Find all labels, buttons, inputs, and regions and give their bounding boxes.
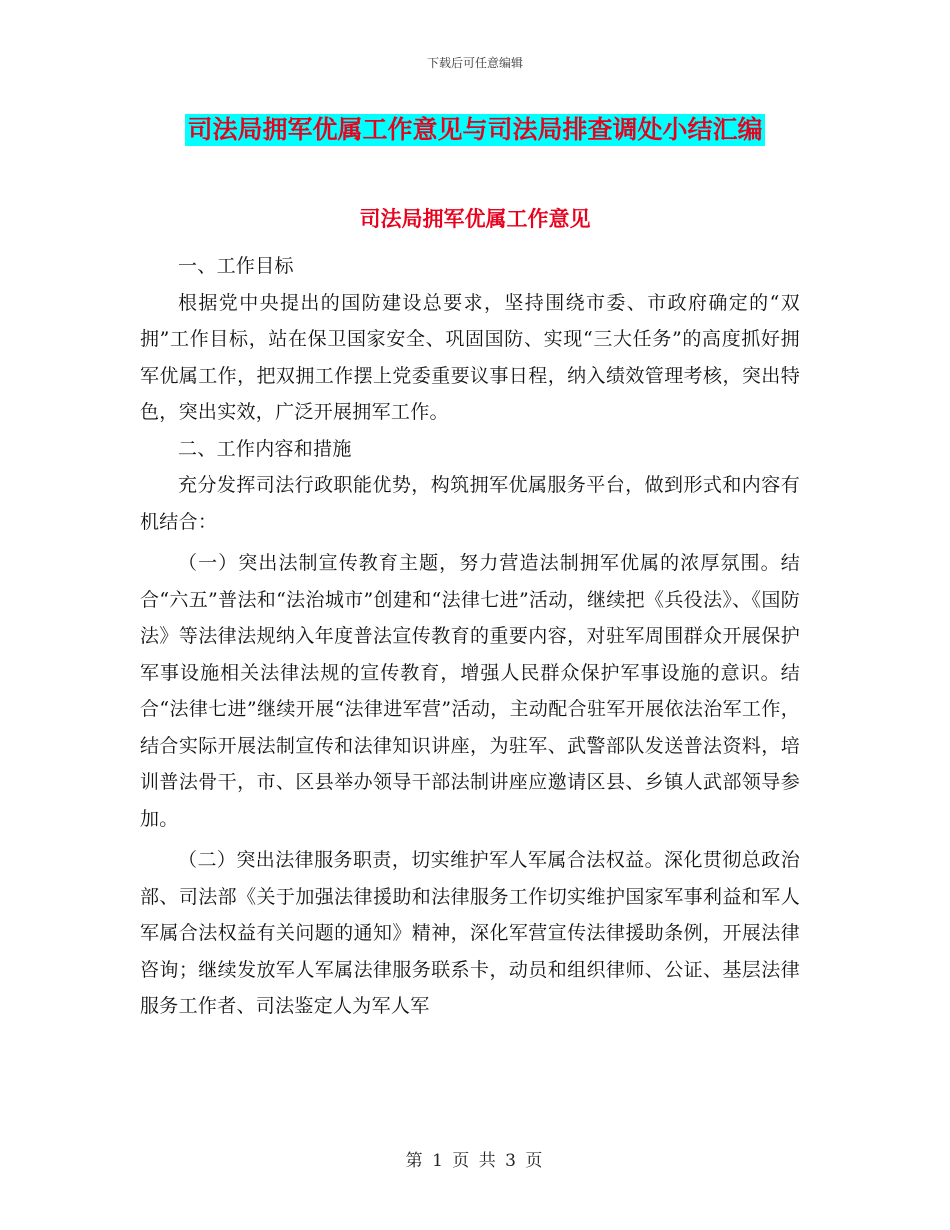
- paragraph-intro: 充分发挥司法行政职能优势，构筑拥军优属服务平台，做到形式和内容有机结合：: [140, 474, 800, 533]
- document-title-container: [0, 114, 950, 146]
- paragraph-legal-education: （一）突出法制宣传教育主题，努力营造法制拥军优属的浓厚氛围。结合“六五”普法和“法治城市”创建和“法律七进”活动，继续把《兵役法》、《国防法》等法律法规纳入年度普法宣传教育的重要内容，对驻军周围群众开展保护军事设施相关法律法规的宣传教育，增强人民群众保护军事设施的意识。结合“法律七进”继续开展“法律进军营”活动，主动配合驻军开展依法治军工作，结合实际开展法制宣传和法律知识讲座，为驻军、武警部队发送普法资料，培训普法骨干，市、区县举办领导干部法制讲座应邀请区县、乡镇人武部领导参加。: [140, 552, 800, 830]
- document-title: 司法局拥军优属工作意见与司法局排查调处小结汇编: [187, 115, 763, 144]
- page-number: 第 1 页 共 3 页: [405, 1151, 545, 1171]
- section-title: 司法局拥军优属工作意见: [359, 207, 591, 231]
- heading-work-goal: 一、工作目标: [178, 255, 294, 277]
- heading-work-content: 二、工作内容和措施: [178, 437, 352, 460]
- paragraph-work-goal: 根据党中央提出的国防建设总要求，坚持围绕市委、市政府确定的“双拥”工作目标，站在保卫国家安全、巩固国防、实现“三大任务”的高度抓好拥军优属工作，把双拥工作摆上党委重要议事日程，纳入绩效管理考核，突出特色，突出实效，广泛开展拥军工作。: [140, 291, 800, 423]
- document-body: [140, 248, 800, 1025]
- page-header-note: 下载后可任意编辑: [426, 56, 523, 70]
- paragraph-legal-service: （二）突出法律服务职责，切实维护军人军属合法权益。深化贯彻总政治部、司法部《关于加强法律援助和法律服务工作切实维护国家军事利益和军人军属合法权益有关问题的通知》精神，深化军营宣传法律援助条例，开展法律咨询；继续发放军人军属法律服务联系卡，动员和组织律师、公证、基层法律服务工作者、司法鉴定人为军人军: [140, 849, 800, 1017]
